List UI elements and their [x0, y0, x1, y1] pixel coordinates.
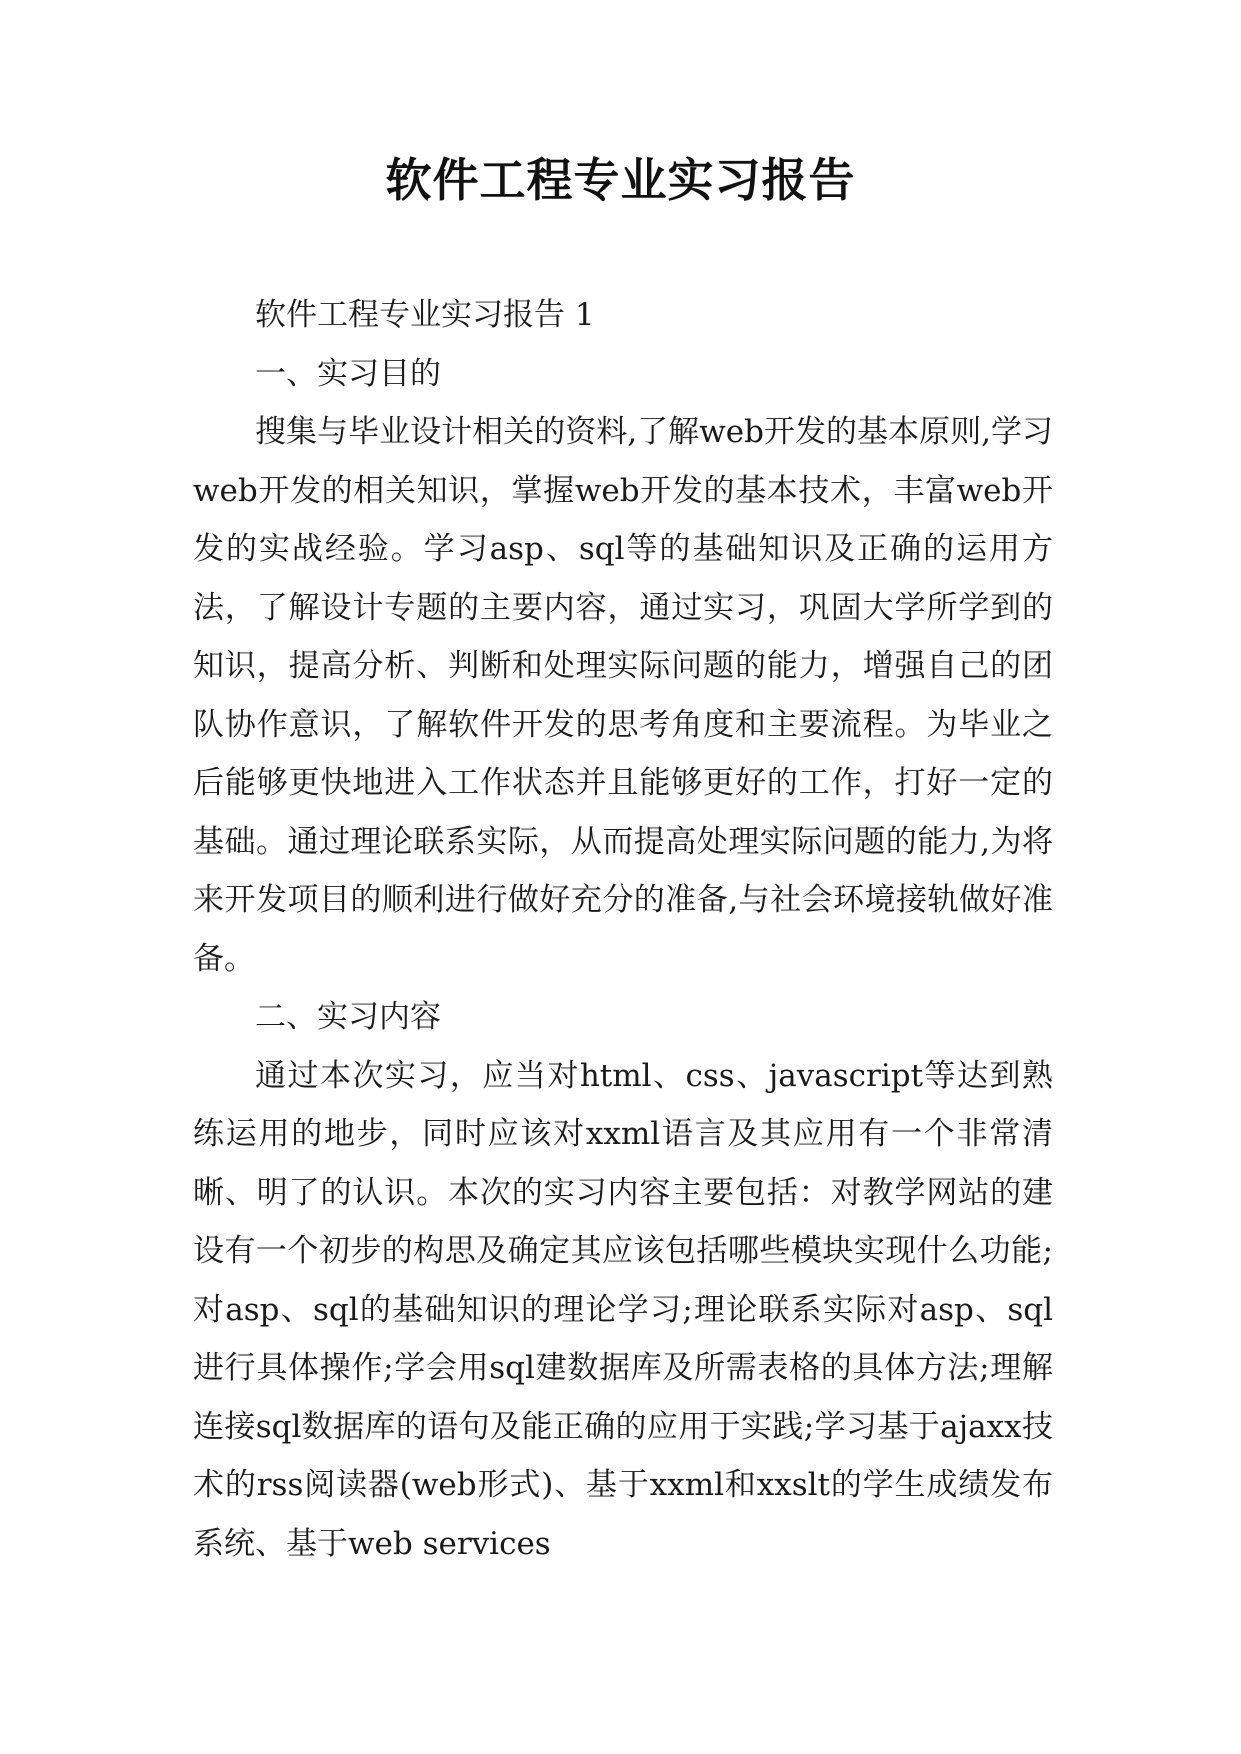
document-title: 软件工程专业实习报告	[385, 153, 856, 207]
document-body	[193, 286, 1053, 1573]
paragraph-purpose: 搜集与毕业设计相关的资料,了解web开发的基本原则,学习web开发的相关知识，掌握web开发的基本技术，丰富web开发的实战经验。学习asp、sql等的基础知识及正确的运用方法，了解设计专题的主要内容，通过实习，巩固大学所学到的知识，提高分析、判断和处理实际问题的能力，增强自己的团队协作意识，了解软件开发的思考角度和主要流程。为毕业之后能够更快地进入工作状态并且能够更好的工作，打好一定的基础。通过理论联系实际，从而提高处理实际问题的能力,为将来开发项目的顺利进行做好充分的准备,与社会环境接轨做好准备。	[193, 414, 1053, 977]
section-heading-content: 二、实习内容	[255, 999, 441, 1035]
section-heading-purpose: 一、实习目的	[255, 355, 441, 392]
paragraph-content: 通过本次实习，应当对html、css、javascript等达到熟练运用的地步，同时应该对xxml语言及其应用有一个非常清晰、明了的认识。本次的实习内容主要包括：对教学网站的建设有一个初步的构思及确定其应该包括哪些模块实现什么功能;对asp、sql的基础知识的理论学习;理论联系实际对asp、sql进行具体操作;学会用sql建数据库及所需表格的具体方法;理解连接sql数据库的语句及能正确的应用于实践;学习基于ajaxx技术的rss阅读器(web形式)、基于xxml和xxslt的学生成绩发布系统、基于web services	[193, 1057, 1053, 1562]
report-subtitle: 软件工程专业实习报告 1	[255, 297, 595, 333]
